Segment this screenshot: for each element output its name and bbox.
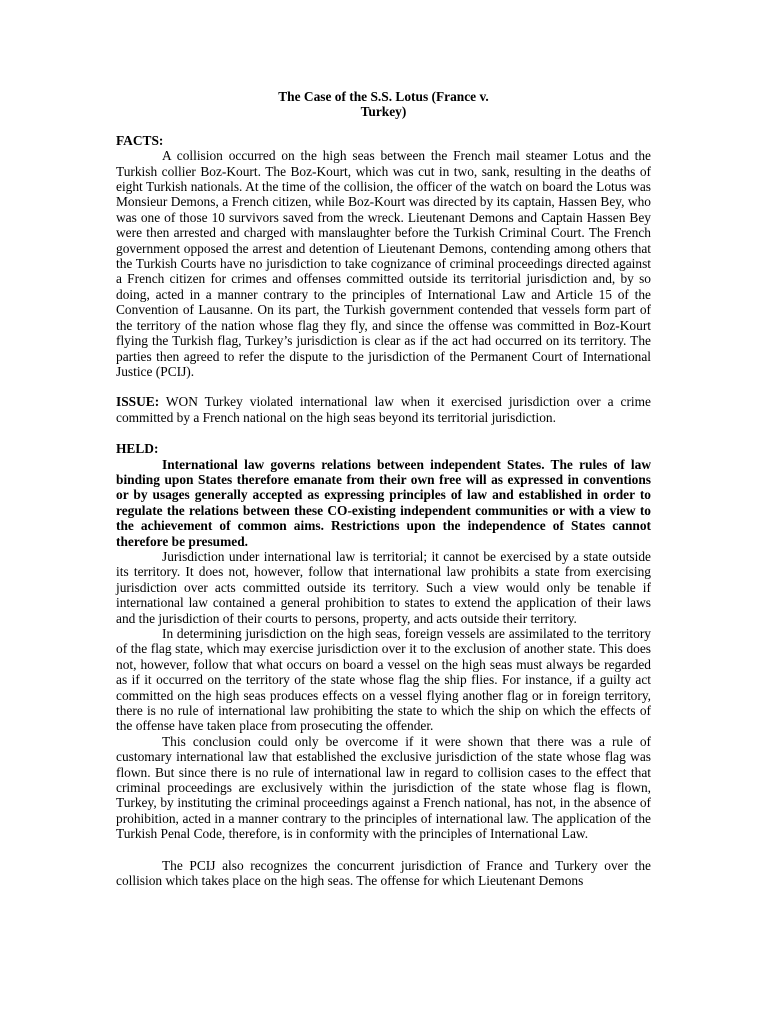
document-body — [116, 89, 651, 889]
case-title-line-2: Turkey) — [360, 104, 407, 120]
issue-paragraph — [116, 394, 651, 425]
issue-text: WON Turkey violated international law when it exercised jurisdiction over a crime committed by a French national on the high seas beyond its territorial jurisdiction. — [116, 394, 651, 425]
spacer — [116, 842, 651, 858]
held-paragraph-1: Jurisdiction under international law is territorial; it cannot be exercised by a state outside its territory. It does not, however, follow that international law prohibits a state from exercising jurisdiction over acts committed outside its territory. Such a view would only be tenable if international law contained a general prohibition to states to extend the application of their laws and the jurisdiction of their courts to persons, property, and acts outside their territory. — [116, 548, 651, 626]
facts-paragraph: A collision occurred on the high seas between the French mail steamer Lotus and the Turkish collier Boz-Kourt. The Boz-Kourt, which was cut in two, sank, resulting in the deaths of eight Turkish nationals. At the time of the collision, the officer of the watch on board the Lotus was Monsieur Demons, a French citizen, while Boz-Kourt was directed by its captain, Hassen Bey, who was one of those 10 survivors saved from the wreck. Lieutenant Demons and Captain Hassen Bey were then arrested and charged with manslaughter before the Turkish Criminal Court. The French government opposed the arrest and detention of Lieutenant Demons, contending among others that the Turkish Courts have no jurisdiction to take cognizance of criminal proceedings directed against a French citizen for crimes and offenses committed outside its territorial jurisdiction and, by so doing, acted in a manner contrary to the principles of International Law and Article 15 of the Convention of Lausanne. On its part, the Turkish government contended that vessels form part of the territory of the nation whose flag they fly, and since the offense was committed in Boz-Kourt flying the Turkish flag, Turkey’s jurisdiction is clear as if the act had occurred on its territory. The parties then agreed to refer the dispute to the jurisdiction of the Permanent Court of International Justice (PCIJ). — [116, 148, 651, 379]
spacer — [116, 425, 651, 441]
issue-label: ISSUE: — [116, 394, 160, 410]
facts-heading: FACTS: — [116, 132, 164, 148]
case-title-line-1: The Case of the S.S. Lotus (France v. — [278, 89, 489, 104]
held-paragraph-4: The PCIJ also recognizes the concurrent jurisdiction of France and Turkery over the collision which takes place on the high seas. The offense for which Lieutenant Demons — [116, 857, 651, 889]
spacer — [116, 379, 651, 394]
case-title — [116, 89, 651, 120]
held-paragraph-2: In determining jurisdiction on the high seas, foreign vessels are assimilated to the territory of the flag state, which may exercise jurisdiction over it to the exclusion of another state. This does not, however, follow that what occurs on board a vessel on the high seas must always be regarded as if it occurred on the territory of the state whose flag the ship flies. For instance, if a guilty act committed on the high seas produces effects on a vessel flying another flag or in foreign territory, there is no rule of international law prohibiting the state to which the ship on which the effects of the offense have taken place from prosecuting the offender. — [116, 626, 651, 734]
held-bold-paragraph: International law governs relations between independent States. The rules of law binding upon States therefore emanate from their own free will as expressed in conventions or by usages generally accepted as expressing principles of law and established in order to regulate the relations between these CO-existing independent communities or with a view to the achievement of common aims. Restrictions upon the independence of States cannot therefore be presumed. — [116, 456, 651, 549]
held-paragraph-3: This conclusion could only be overcome if it were shown that there was a rule of customary international law that established the exclusive jurisdiction of the state whose flag was flown. But since there is no rule of international law in regard to collision cases to the effect that criminal proceedings are exclusively within the jurisdiction of the state whose flag is flown, Turkey, by instituting the criminal proceedings against a French national, has not, in the absence of prohibition, acted in a manner contrary to the principles of international law. The application of the Turkish Penal Code, therefore, is in conformity with the principles of International Law. — [116, 733, 651, 842]
held-heading: HELD: — [116, 441, 159, 457]
